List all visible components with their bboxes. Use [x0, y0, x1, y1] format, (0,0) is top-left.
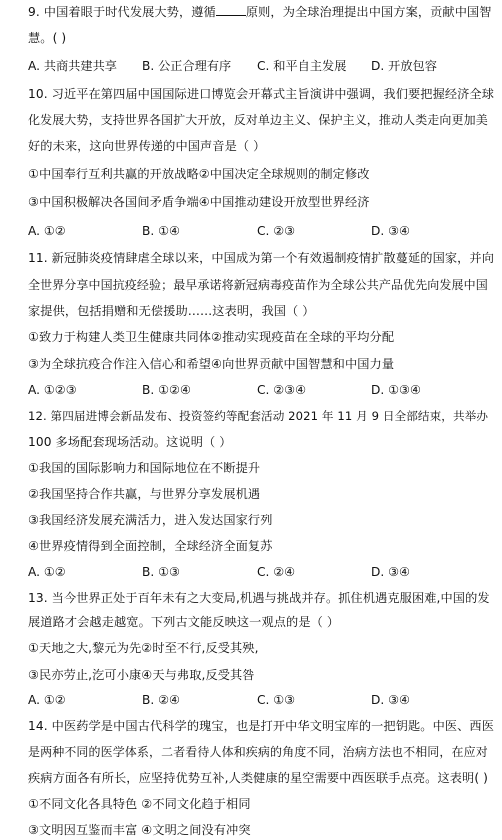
q11-option-a: A. ①②③: [28, 383, 77, 397]
q13-option-d: D. ③④: [371, 693, 410, 707]
q11-statement-3-4: ③为全球抗疫合作注入信心和希望④向世界贡献中国智慧和中国力量: [28, 357, 395, 371]
q11-line-3: 家提供，包括捐赠和无偿援助……这表明，我国（ ）: [28, 304, 315, 318]
q13-option-b: B. ②④: [142, 693, 180, 707]
q10-statement-3-4: ③中国积极解决各国间矛盾争端④中国推动建设开放型世界经济: [28, 195, 370, 209]
q10-option-a: A. ①②: [28, 224, 66, 238]
q12-line-1: 12. 第四届进博会新品发布、投资签约等配套活动 2021 年 11 月 9 日全部结束，共举办: [28, 409, 489, 423]
q13-option-c: C. ①③: [257, 693, 296, 707]
q11-line-1: 11. 新冠肺炎疫情肆虐全球以来，中国成为第一个有效遏制疫情扩散蔓延的国家，并向: [28, 251, 495, 265]
q12-options: [28, 564, 498, 580]
q10-line-2: 化发展大势，支持世界各国扩大开放，反对单边主义、保护主义，推动人类走向更加美: [28, 113, 488, 127]
q9-option-c: C. 和平自主发展: [257, 59, 347, 73]
q10-statement-1-2: ①中国奉行互利共赢的开放战略②中国决定全球规则的制定修改: [28, 167, 370, 181]
q14-statement-1-2: ①不同文化各具特色 ②不同文化趋于相同: [28, 797, 251, 811]
q12-option-c: C. ②④: [257, 565, 296, 579]
q12-statement-1: ①我国的国际影响力和国际地位在不断提升: [28, 461, 261, 475]
q10-line-1: 10. 习近平在第四届中国国际进口博览会开幕式主旨演讲中强调，我们要把握经济全球: [28, 87, 495, 101]
q9-options: [28, 58, 498, 74]
q12-statement-3: ③我国经济发展充满活力，进入发达国家行列: [28, 513, 273, 527]
q11-option-c: C. ②③④: [257, 383, 307, 397]
q9-text-after-blank: 原则，为全球治理提出中国方案，贡献中国智: [245, 5, 492, 19]
q13-options: [28, 692, 498, 708]
q14-line-2: 是两种不同的医学体系，二者看待人体和疾病的角度不同，治病方法也不相同，在应对: [28, 745, 488, 759]
q9-line-2: 慧。( ): [28, 31, 67, 45]
q11-option-d: D. ①③④: [371, 383, 421, 397]
q9-option-b: B. 公正合理有序: [142, 59, 232, 73]
q13-option-a: A. ①②: [28, 693, 66, 707]
q9-option-d: D. 开放包容: [371, 59, 437, 73]
q12-option-d: D. ③④: [371, 565, 410, 579]
q11-option-b: B. ①②④: [142, 383, 191, 397]
q13-statement-1-2: ①天地之大,黎元为先②时至不行,反受其殃,: [28, 641, 259, 655]
q10-options: [28, 223, 498, 239]
q14-line-1: 14. 中医药学是中国古代科学的瑰宝，也是打开中华文明宝库的一把钥匙。中医、西医: [28, 719, 495, 733]
q14-statement-3-4: ③文明因互鉴而丰富 ④文明之间没有冲突: [28, 823, 251, 837]
q9-line-1: [28, 4, 492, 20]
q12-statement-4: ④世界疫情得到全面控制，全球经济全面复苏: [28, 539, 273, 553]
q10-option-d: D. ③④: [371, 224, 410, 238]
q11-line-2: 全世界分享中国抗疫经验；最早承诺将新冠病毒疫苗作为全球公共产品优先向发展中国: [28, 278, 488, 292]
q9-text-before-blank: 9. 中国着眼于时代发展大势，遵循: [28, 5, 216, 19]
q13-line-2: 展道路才会越走越宽。下列古文能反映这一观点的是（ ）: [28, 615, 340, 629]
q12-option-a: A. ①②: [28, 565, 66, 579]
q10-option-b: B. ①④: [142, 224, 180, 238]
q12-line-2: 100 多场配套现场活动。这说明（ ）: [28, 435, 232, 449]
q9-answer-blank: [216, 4, 246, 16]
q12-statement-2: ②我国坚持合作共赢，与世界分享发展机遇: [28, 487, 261, 501]
q11-options: [28, 382, 498, 398]
q10-line-3: 好的未来，这向世界传递的中国声音是（ ）: [28, 139, 266, 153]
q10-option-c: C. ②③: [257, 224, 296, 238]
q11-statement-1-2: ①致力于构建人类卫生健康共同体②推动实现疫苗在全球的平均分配: [28, 330, 395, 344]
q13-statement-3-4: ③民亦劳止,汔可小康④天与弗取,反受其咎: [28, 668, 255, 682]
q13-line-1: 13. 当今世界正处于百年未有之大变局,机遇与挑战并存。抓住机遇克服困难,中国的发: [28, 591, 490, 605]
q14-line-3: 疾病方面各有所长，应坚持优势互补,人类健康的星空需要中西医联手点亮。这表明( ): [28, 771, 489, 785]
q12-option-b: B. ①③: [142, 565, 180, 579]
q9-option-a: A. 共商共建共享: [28, 59, 117, 73]
